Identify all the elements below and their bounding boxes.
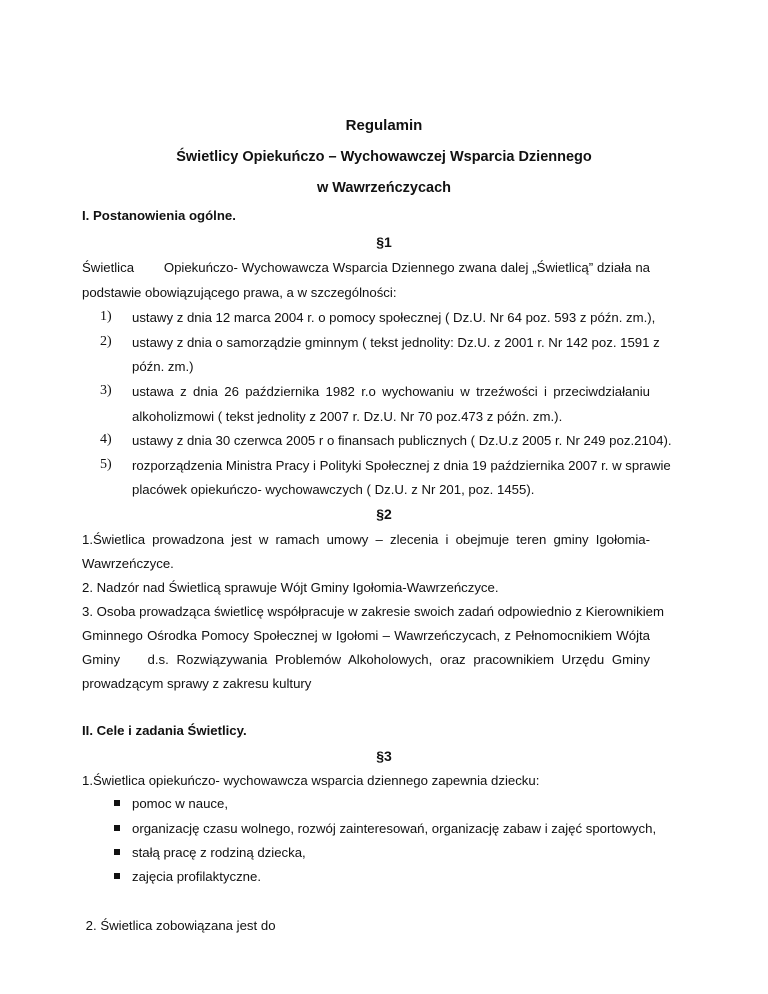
paragraph-symbol-3: §3 — [376, 748, 392, 764]
paragraph-symbol-1: §1 — [376, 234, 392, 250]
paragraph-1-intro-word: Świetlica — [82, 260, 135, 275]
list-item-text-cont: późn. zm.) — [132, 359, 194, 374]
section-heading-general: I. Postanowienia ogólne. — [82, 208, 236, 223]
paragraph-2-point-2: 2. Nadzór nad Świetlicą sprawuje Wójt Gminy Igołomia-Wawrzeńczyce. — [82, 580, 499, 595]
paragraph-3-intro: 1.Świetlica opiekuńczo- wychowawcza wsparcia dziennego zapewnia dziecku: — [82, 773, 540, 788]
paragraph-symbol-2: §2 — [376, 506, 392, 522]
bullet-item: stałą pracę z rodziną dziecka, — [132, 845, 306, 860]
paragraph-1-intro-line2: podstawie obowiązującego prawa, a w szczególności: — [82, 285, 397, 300]
document-title: Regulamin — [345, 117, 423, 134]
list-item-number: 3) — [100, 383, 112, 398]
list-item-text: ustawy z dnia o samorządzie gminnym ( tekst jednolity: Dz.U. z 2001 r. Nr 142 poz. 1591 z — [132, 335, 660, 350]
paragraph-2-point-3-line3-rest: d.s. Rozwiązywania Problemów Alkoholowych, oraz pracownikiem Urzędu Gminy — [147, 652, 650, 667]
paragraph-1-intro-rest: Opiekuńczo- Wychowawcza Wsparcia Dziennego zwana dalej „Świetlicą” działa na — [163, 260, 650, 275]
paragraph-2-word-gminy: Gminy — [82, 652, 121, 667]
paragraph-2-point-3-line2: Gminnego Ośrodka Pomocy Społecznej w Igołomi – Wawrzeńczycach, z Pełnomocnikiem Wójta — [82, 628, 650, 643]
list-item-text: rozporządzenia Ministra Pracy i Polityki Społecznej z dnia 19 października 2007 r. w sprawie — [132, 458, 671, 473]
paragraph-2-point-1: 1.Świetlica prowadzona jest w ramach umowy – zlecenia i obejmuje teren gminy Igołomia- — [82, 532, 650, 547]
list-item-text-cont: placówek opiekuńczo- wychowawczych ( Dz.U. z Nr 201, poz. 1455). — [132, 482, 535, 497]
list-item-number: 5) — [100, 457, 112, 472]
list-item-text: ustawa z dnia 26 października 1982 r.o wychowaniu w trzeźwości i przeciwdziałaniu — [132, 384, 650, 399]
list-item-number: 1) — [100, 309, 112, 324]
list-item-number: 4) — [100, 432, 112, 447]
paragraph-2-point-1-cont: Wawrzeńczyce. — [82, 556, 174, 571]
paragraph-2-point-3-line4: prowadzącym sprawy z zakresu kultury — [82, 676, 312, 691]
paragraph-2-point-3: 3. Osoba prowadząca świetlicę współpracuje w zakresie swoich zadań odpowiednio z Kierownikiem — [82, 604, 665, 619]
bullet-icon — [114, 825, 120, 831]
bullet-item: organizację czasu wolnego, rozwój zainteresowań, organizację zabaw i zajęć sportowych, — [132, 821, 657, 836]
paragraph-1-intro-line — [82, 260, 650, 275]
bullet-icon — [114, 849, 120, 855]
list-item-text: ustawy z dnia 30 czerwca 2005 r o finansach publicznych ( Dz.U.z 2005 r. Nr 249 poz.2104). — [132, 433, 672, 448]
section-heading-goals: II. Cele i zadania Świetlicy. — [82, 723, 247, 738]
paragraph-3-point-2: 2. Świetlica zobowiązana jest do — [82, 918, 276, 933]
document-subtitle-location: w Wawrzeńczycach — [316, 180, 452, 196]
bullet-icon — [114, 800, 120, 806]
list-item-text: ustawy z dnia 12 marca 2004 r. o pomocy społecznej ( Dz.U. Nr 64 poz. 593 z późn. zm.), — [132, 310, 656, 325]
paragraph-2-point-3-line3 — [82, 652, 650, 667]
list-item-text-cont: alkoholizmowi ( tekst jednolity z 2007 r. Dz.U. Nr 70 poz.473 z późn. zm.). — [132, 409, 563, 424]
list-item-number: 2) — [100, 334, 112, 349]
bullet-icon — [114, 873, 120, 879]
document-subtitle: Świetlicy Opiekuńczo – Wychowawczej Wsparcia Dziennego — [176, 149, 592, 165]
bullet-item: zajęcia profilaktyczne. — [132, 869, 262, 884]
bullet-item: pomoc w nauce, — [132, 796, 229, 811]
